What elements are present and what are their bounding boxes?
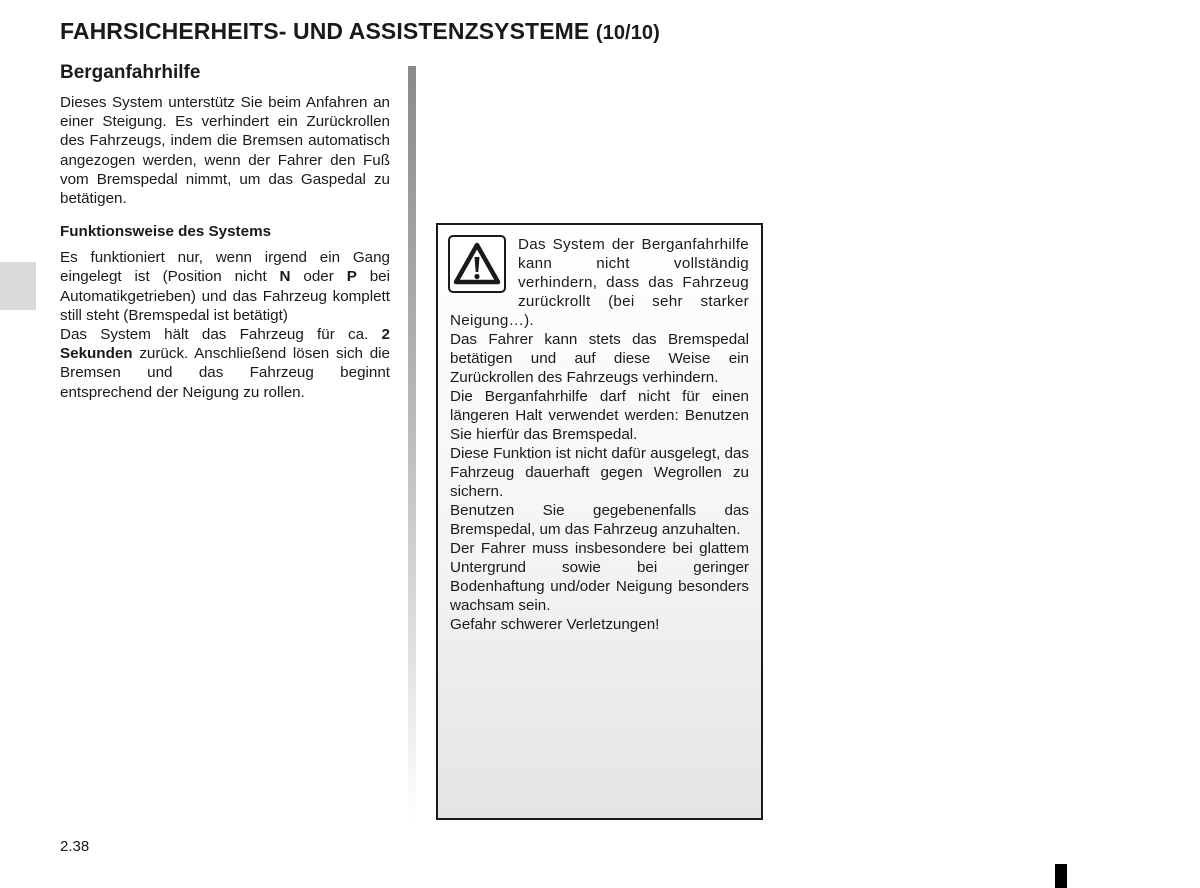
text-run: Das System hält das Fahrzeug für ca.: [60, 326, 382, 344]
left-column: [60, 62, 390, 402]
warning-line: Die Berganfahrhilfe darf nicht für einen längeren Halt verwendet werden: Benutzen Sie hierfür das Bremspedal.: [450, 388, 749, 443]
function-paragraph-2: [60, 325, 390, 402]
duration-label: 2 Sekunden: [60, 326, 390, 363]
section-heading: Berganfahrhilfe: [60, 62, 201, 83]
column-divider-bar: [408, 66, 416, 821]
page-title: [60, 18, 660, 45]
warning-line: Benutzen Sie gegebenenfalls das Bremspedal, um das Fahrzeug anzuhalten.: [450, 502, 749, 538]
warning-line: Das Fahrer kann stets das Bremspedal betätigen und auf diese Weise ein Zurückrollen des Fahrzeugs verhindern.: [450, 331, 749, 386]
text-run: oder: [290, 268, 347, 286]
page-number: 2.38: [60, 838, 90, 855]
gear-p-label: P: [346, 268, 357, 286]
warning-line: Der Fahrer muss insbesondere bei glattem Untergrund sowie bei geringer Bodenhaftung und/oder Neigung besonders wachsam sein.: [450, 540, 749, 614]
warning-lead-text: Das System der Berganfahrhilfe kann nicht vollständig verhindern, dass das Fahrzeug zurückrollt (bei sehr starker Neigung…).: [450, 236, 749, 329]
text-run: zurück. Anschließend lösen sich die Bremsen und das Fahrzeug beginnt entsprechend der Neigung zu rollen.: [60, 345, 390, 401]
page-title-part: (10/10): [595, 22, 660, 44]
text-run: Es funktioniert nur, wenn irgend ein Gang eingelegt ist (Position nicht: [60, 249, 390, 286]
warning-line: Gefahr schwerer Verletzungen!: [450, 616, 660, 633]
function-paragraph-1: [60, 248, 390, 325]
subheading-function: Funktionsweise des Systems: [60, 223, 272, 241]
warning-box: [436, 223, 763, 820]
text-run: bei Automatikgetrieben) und das Fahrzeug komplett still steht (Bremspedal ist betätigt): [60, 268, 390, 324]
gear-n-label: N: [279, 268, 291, 286]
page-title-main: FAHRSICHERHEITS- UND ASSISTENZSYSTEME: [60, 18, 590, 44]
warning-triangle-icon: [448, 235, 506, 293]
intro-paragraph: Dieses System unterstütz Sie beim Anfahren an einer Steigung. Es verhindert ein Zurückrollen des Fahrzeugs, indem die Bremsen automatisch angezogen werden, wenn der Fahrer den Fuß vom Bremspedal nimmt, um das Gaspedal zu betätigen.: [60, 94, 390, 208]
warning-line: Diese Funktion ist nicht dafür ausgelegt, das Fahrzeug dauerhaft gegen Wegrollen zu sichern.: [450, 445, 749, 500]
chapter-tab: [0, 262, 36, 310]
page-corner-marker: [1055, 864, 1067, 888]
